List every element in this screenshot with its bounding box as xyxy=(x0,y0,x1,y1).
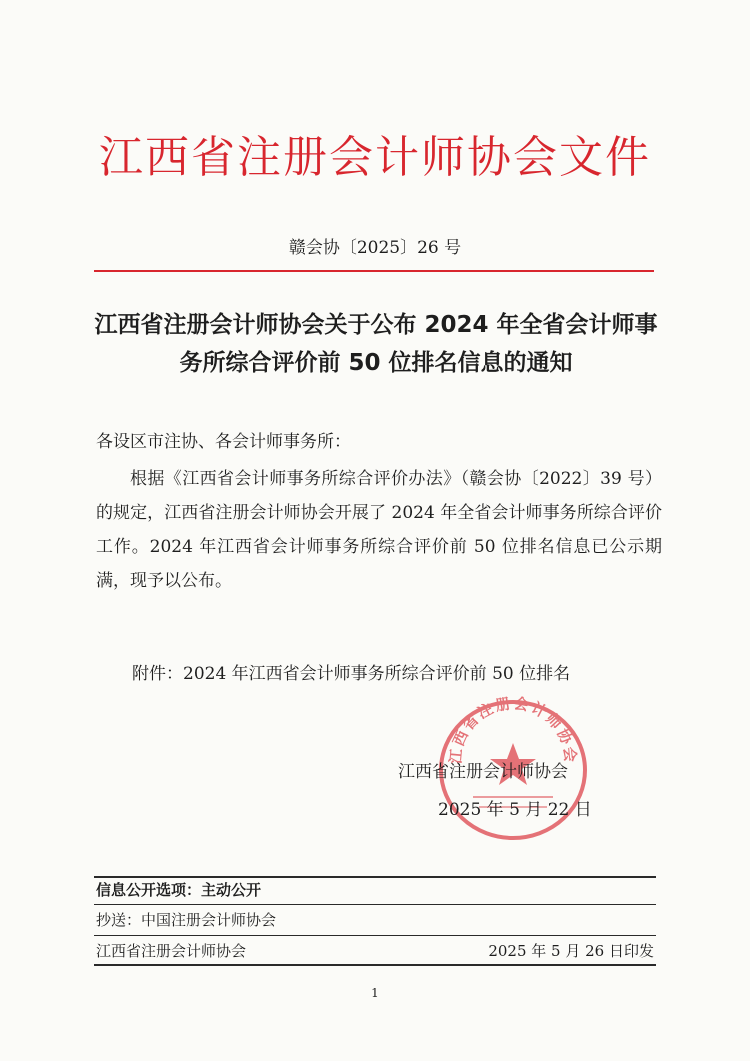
footer-divider-line xyxy=(94,964,656,966)
attachment-line: 附件：2024 年江西省会计师事务所综合评价前 50 位排名 xyxy=(132,664,571,684)
notice-body: 根据《江西省会计师事务所综合评价办法》（赣会协〔2022〕39 号）的规定，江西省注册会计师协会开展了 2024 年全省会计师事务所综合评价工作。2024 年江西省会计师事务所综合评价前 50 位排名信息已公示期满，现予以公布。 xyxy=(96,469,662,591)
signing-organization: 江西省注册会计师协会 xyxy=(398,762,568,782)
footer-divider-line xyxy=(94,904,656,905)
issuing-organization: 江西省注册会计师协会 xyxy=(96,942,247,960)
document-header-title: 江西省注册会计师协会文件 xyxy=(99,132,651,183)
notice-title: 江西省注册会计师协会关于公布 2024 年全省会计师事务所综合评价前 50 位排名信息的通知 xyxy=(94,312,658,376)
disclosure-option: 信息公开选项：主动公开 xyxy=(96,881,262,899)
red-divider-line xyxy=(94,270,654,272)
seal-text: 江西省注册会计师协会 xyxy=(446,695,580,765)
salutation: 各设区市注协、各会计师事务所： xyxy=(96,432,351,452)
document-number: 赣会协〔2025〕26 号 xyxy=(288,238,462,258)
issue-date: 2025 年 5 月 26 日印发 xyxy=(488,942,654,960)
page-number: 1 xyxy=(371,986,379,1000)
cc-line: 抄送：中国注册会计师协会 xyxy=(96,911,277,929)
signing-date: 2025 年 5 月 22 日 xyxy=(438,800,592,820)
footer-divider-line xyxy=(94,935,656,936)
